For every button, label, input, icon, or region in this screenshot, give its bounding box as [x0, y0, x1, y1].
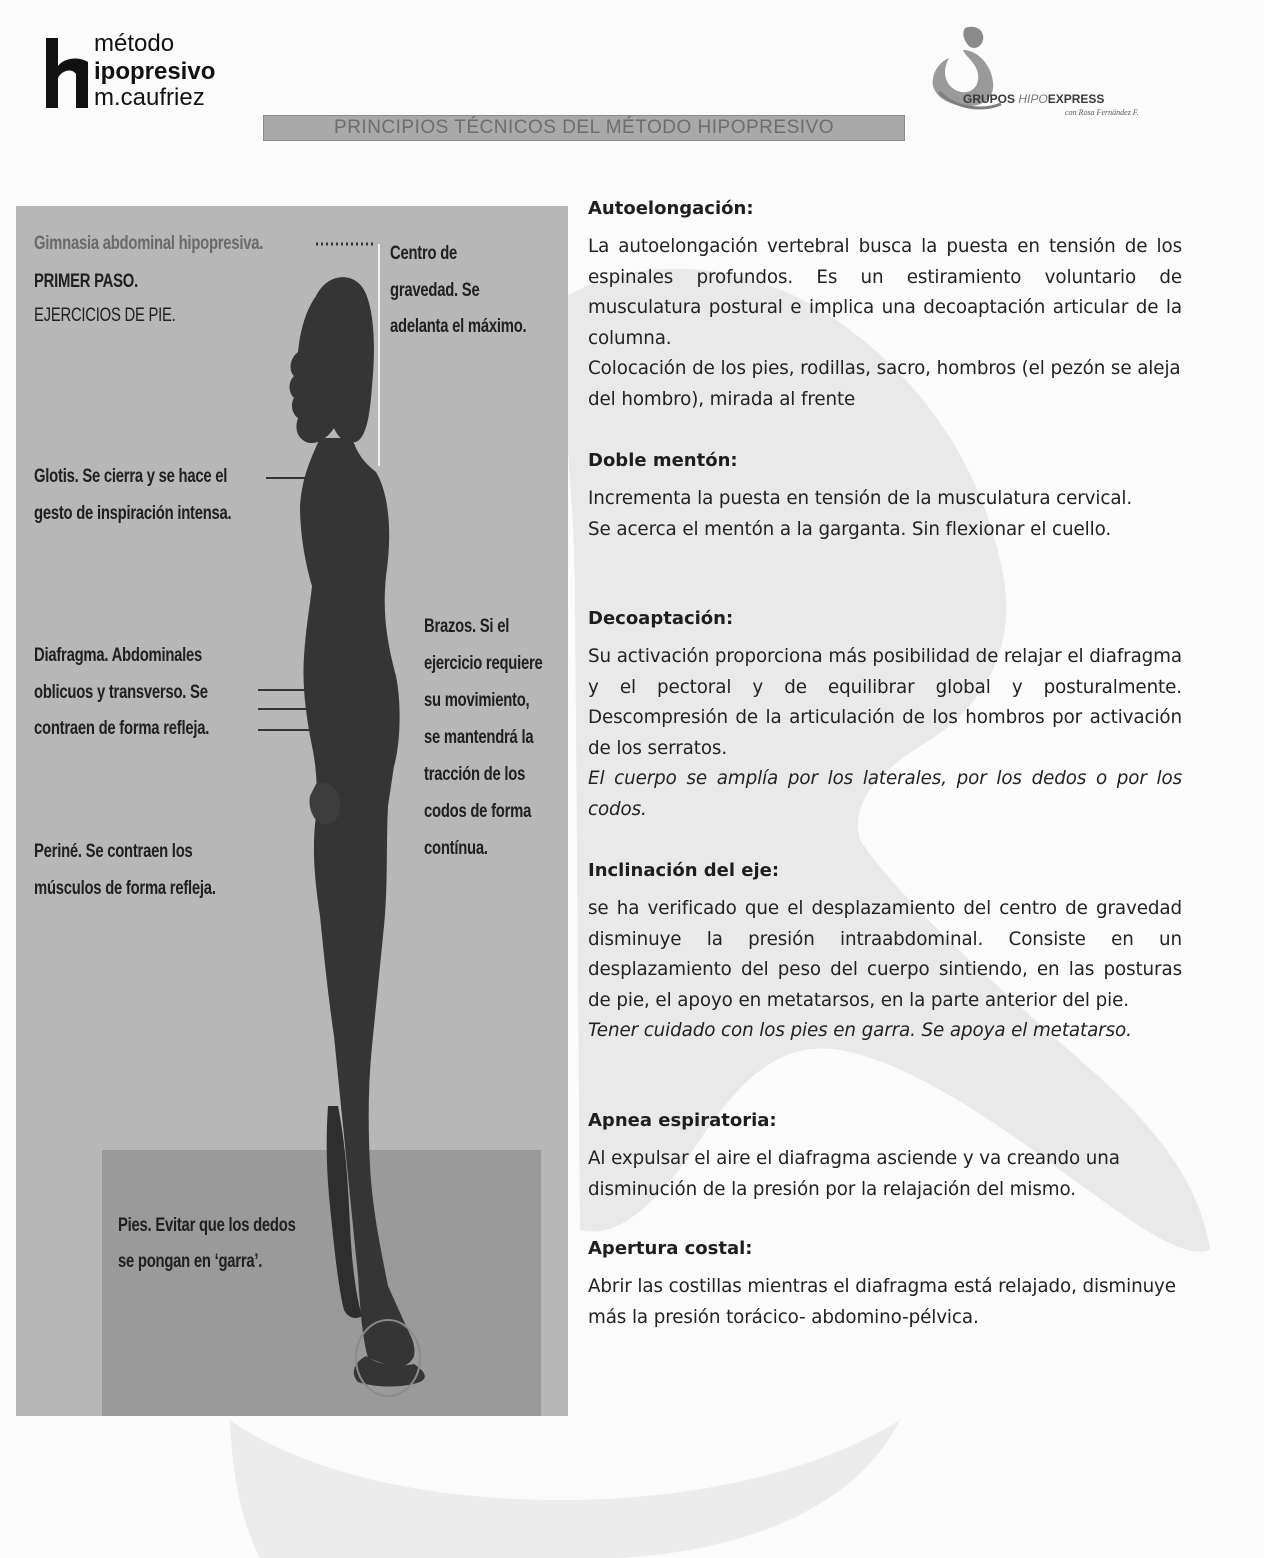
section-apertura-costal [588, 1236, 1182, 1333]
section-paragraph: Su activación proporciona más posibilidad de relajar el diafragma y el pectoral y de equilibrar global y posturalmente. Descompresión de la articulación de los hombros por activación de los serratos. [588, 646, 1182, 759]
section-decoaptacion [588, 606, 1182, 825]
annotation-brazos-line-6: codos de forma [424, 801, 532, 822]
section-autoelongacion [588, 196, 1182, 415]
annotation-glotis-line-2: gesto de inspiración intensa. [34, 503, 232, 524]
brand-subline: con Rosa Fernández F. [1065, 108, 1139, 117]
brand-logo [42, 30, 262, 110]
page-title-banner: PRINCIPIOS TÉCNICOS DEL MÉTODO HIPOPRESIVO [263, 115, 905, 141]
annotation-brazos-line-1: Brazos. Si el [424, 616, 510, 637]
annotation-diafragma-line-3: contraen de forma refleja. [34, 718, 210, 739]
section-doble-menton [588, 448, 1182, 545]
annotation-pies-line-2: se pongan en ‘garra’. [118, 1251, 263, 1272]
grupos-hipoexpress-brand [925, 20, 1165, 120]
illustration-panel [16, 206, 568, 1416]
annotation-brazos-line-4: se mantendrá la [424, 727, 534, 748]
section-body [588, 1272, 1182, 1333]
section-body [588, 642, 1182, 825]
section-title: Apnea espiratoria: [588, 1110, 777, 1131]
annotation-diafragma-line-1: Diafragma. Abdominales [34, 645, 203, 666]
section-title: Apertura costal: [588, 1238, 753, 1259]
section-paragraph: Al expulsar el aire el diafragma asciende y va creando una disminución de la presión por la relajación del mismo. [588, 1148, 1120, 1200]
annotation-centro-line-1: Centro de [390, 243, 458, 264]
section-body [588, 894, 1182, 1047]
section-title: Autoelongación: [588, 198, 754, 219]
section-title: Decoaptación: [588, 608, 734, 629]
section-inclinacion-eje [588, 858, 1182, 1047]
brand-name: GRUPOS HIPOEXPRESS [963, 92, 1105, 106]
section-paragraph: Incrementa la puesta en tensión de la musculatura cervical. [588, 488, 1133, 509]
illustration-header: Gimnasia abdominal hipopresiva. [34, 233, 264, 254]
section-paragraph: Se acerca el mentón a la garganta. Sin flexionar el cuello. [588, 518, 1112, 540]
section-paragraph: El cuerpo se amplía por los laterales, por los dedos o por los codos. [588, 768, 1182, 820]
annotation-glotis-line-1: Glotis. Se cierra y se hace el [34, 466, 228, 487]
annotation-centro-line-2: gravedad. Se [390, 280, 480, 301]
section-body [588, 232, 1182, 415]
section-title: Doble mentón: [588, 450, 738, 471]
section-paragraph: La autoelongación vertebral busca la puesta en tensión de los espinales profundos. Es un estiramiento voluntario de musculatura postural e implica una decoaptación articular de la columna. [588, 236, 1182, 349]
section-paragraph: se ha verificado que el desplazamiento del centro de gravedad disminuye la presión intraabdominal. Consiste en un desplazamiento del peso del cuerpo sintiendo, en las posturas de pie, el apoyo en metatarsos, en la parte anterior del pie. [588, 898, 1182, 1011]
annotation-brazos-line-2: ejercicio requiere [424, 653, 543, 674]
section-paragraph: Tener cuidado con los pies en garra. Se apoya el metatarso. [588, 1020, 1132, 1041]
step-title: PRIMER PASO. [34, 271, 138, 292]
logo-line-2: ipopresivo [94, 58, 216, 85]
section-paragraph: Abrir las costillas mientras el diafragma está relajado, disminuye más la presión torácico- abdomino-pélvica. [588, 1276, 1176, 1328]
section-paragraph: Colocación de los pies, rodillas, sacro, hombros (el pezón se aleja del hombro), mirada al frente [588, 358, 1181, 410]
annotation-perine-line-1: Periné. Se contraen los [34, 841, 193, 862]
logo-line-3: m.caufriez [94, 84, 205, 111]
annotation-centro-line-3: adelanta el máximo. [390, 316, 527, 337]
logo-line-1: método [94, 30, 175, 57]
annotation-brazos-line-3: su movimiento, [424, 690, 530, 711]
annotation-perine-line-2: músculos de forma refleja. [34, 878, 216, 899]
section-apnea-espiratoria [588, 1108, 1182, 1205]
section-title: Inclinación del eje: [588, 860, 780, 881]
annotation-brazos-line-5: tracción de los [424, 764, 526, 785]
section-body [588, 1144, 1182, 1205]
annotation-brazos-line-7: contínua. [424, 838, 488, 859]
section-body [588, 484, 1182, 545]
annotation-pies-line-1: Pies. Evitar que los dedos [118, 1215, 296, 1236]
annotation-diafragma-line-2: oblicuos y transverso. Se [34, 682, 208, 703]
step-subtitle: EJERCICIOS DE PIE. [34, 305, 176, 326]
